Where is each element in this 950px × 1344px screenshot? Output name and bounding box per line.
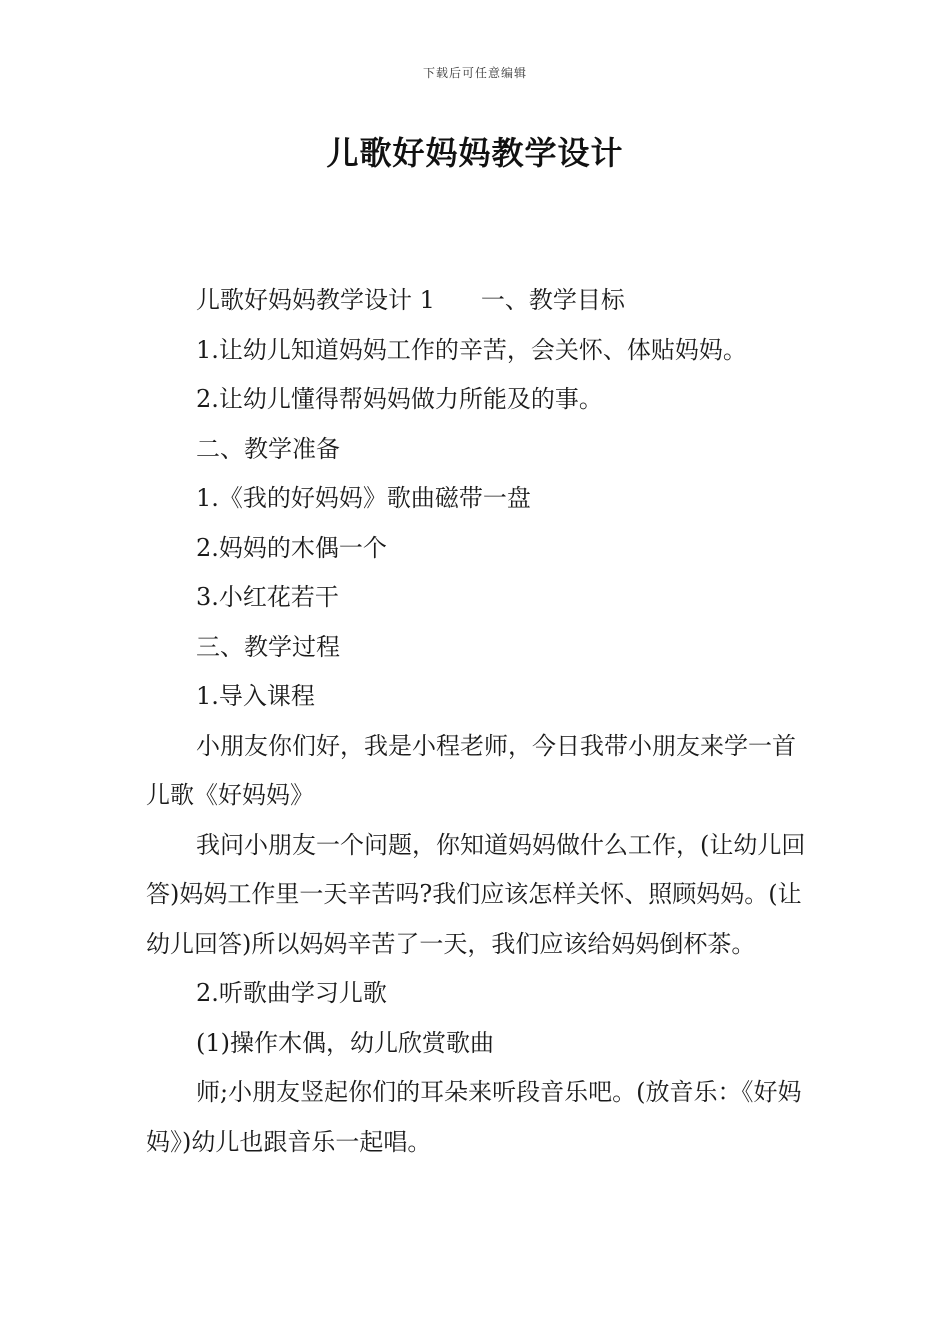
paragraph: 二、教学准备 (196, 434, 340, 463)
paragraph: 1.让幼儿知道妈妈工作的辛苦，会关怀、体贴妈妈。 (196, 335, 747, 364)
paragraph: 小朋友你们好，我是小程老师，今日我带小朋友来学一首儿歌《好妈妈》 (146, 731, 796, 809)
paragraph: 我问小朋友一个问题，你知道妈妈做什么工作，(让幼儿回答)妈妈工作里一天辛苦吗?我们应该怎样关怀、照顾妈妈。(让幼儿回答)所以妈妈辛苦了一天，我们应该给妈妈倒杯茶。 (146, 830, 806, 958)
section-heading-line (146, 276, 810, 326)
page-title: 儿歌好妈妈教学设计 (326, 134, 624, 172)
paragraph: 1.导入课程 (196, 682, 315, 710)
section-heading: 儿歌好妈妈教学设计 1 (196, 286, 435, 314)
paragraph: 2.让幼儿懂得帮妈妈做力所能及的事。 (196, 385, 603, 413)
paragraph: 1.《我的好妈妈》歌曲磁带一盘 (196, 484, 531, 512)
paragraph: (1)操作木偶，幼儿欣赏歌曲 (196, 1028, 494, 1057)
paragraph: 一、教学目标 (480, 286, 625, 314)
paragraph: 3.小红花若干 (196, 583, 339, 611)
paragraph: 师;小朋友竖起你们的耳朵来听段音乐吧。(放音乐：《好妈妈》)幼儿也跟音乐一起唱。 (146, 1078, 802, 1156)
document-body (146, 276, 810, 1167)
paragraph: 2.听歌曲学习儿歌 (196, 979, 387, 1007)
paragraph: 2.妈妈的木偶一个 (196, 533, 387, 562)
header-note: 下载后可任意编辑 (422, 66, 527, 80)
paragraph: 三、教学过程 (196, 632, 340, 661)
